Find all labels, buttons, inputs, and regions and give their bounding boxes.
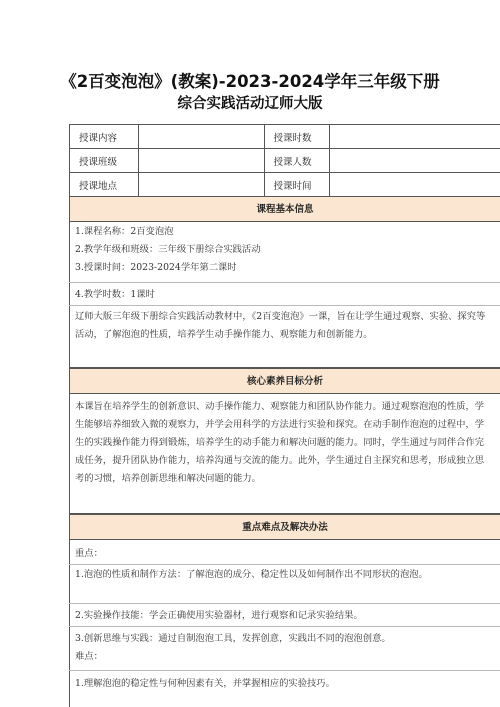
difficult-label: 难点： (75, 651, 103, 662)
divider (69, 305, 500, 306)
section-basic-heading: 课程基本信息 (69, 196, 500, 222)
key-label: 重点： (75, 548, 103, 559)
basic-paragraph: 辽师大版三年级下册综合实践活动教材中，《2百变泡泡》一课，旨在让学生通过观察、实验、探究等活动，了解泡泡的性质，培养学生动手操作能力、观察能力和创新能力。 (75, 311, 486, 340)
table-row (70, 149, 500, 173)
section-core-heading: 核心素养目标分析 (69, 368, 500, 394)
basic-line: 4.教学时数：1课时 (75, 289, 155, 300)
info-label: 授课时数 (264, 125, 330, 149)
info-value (138, 149, 264, 173)
divider (69, 282, 500, 283)
divider (69, 670, 500, 671)
info-value (138, 173, 264, 197)
key-item: 1.泡泡的性质和制作方法：了解泡泡的成分、稳定性以及如何制作出不同形状的泡泡。 (75, 569, 428, 580)
section-basic-extra (75, 286, 493, 304)
info-value (330, 125, 500, 149)
doc-title-line2: 综合实践活动辽师大版 (177, 96, 323, 112)
table-row (70, 125, 500, 149)
basic-line: 1.课程名称：2百变泡泡 (75, 226, 174, 237)
difficult-item: 1.理解泡泡的稳定性与何种因素有关，并掌握相应的实验技巧。 (75, 678, 335, 689)
info-label: 授课人数 (264, 149, 330, 173)
info-label: 授课时间 (264, 173, 330, 197)
info-value (330, 173, 500, 197)
doc-title-line1: 《2百变泡泡》(教案)-2023-2024学年三年级下册 (60, 72, 440, 91)
basic-line: 3.授课时间：2023-2024学年第二课时 (75, 262, 237, 273)
core-paragraph: 本课旨在培养学生的创新意识、动手操作能力、观察能力和团队协作能力。通过观察泡泡的性质，学生能够培养细致入微的观察力，并学会用科学的方法进行实验和探究。在动手制作泡泡的过程中，学生的实践操作能力得到锻炼，培养学生的动手能力和解决问题的能力。同时，学生通过与同伴合作完成任务，提升团队协作能力，培养沟通与交流的能力。此外，学生通过自主探究和思考，形成独立思考的习惯，培养创新思维和解决问题的能力。 (75, 401, 485, 484)
divider (69, 603, 500, 604)
divider (69, 564, 500, 565)
table-row (70, 173, 500, 197)
basic-line: 2.教学年级和班级：三年级下册综合实践活动 (75, 244, 261, 255)
section-key-heading: 重点难点及解决办法 (69, 514, 500, 540)
section-basic-lines (75, 223, 493, 277)
lesson-info-table (69, 124, 500, 197)
info-value (330, 149, 500, 173)
divider (69, 626, 500, 627)
info-label: 授课内容 (70, 125, 139, 149)
info-value (138, 125, 264, 149)
info-label: 授课班级 (70, 149, 139, 173)
key-item: 3.创新思维与实践：通过自制泡泡工具，发挥创意，实践出不同的泡泡创意。 (75, 633, 391, 644)
key-item: 2.实验操作技能：学会正确使用实验器材，进行观察和记录实验结果。 (75, 610, 363, 621)
info-label: 授课地点 (70, 173, 139, 197)
